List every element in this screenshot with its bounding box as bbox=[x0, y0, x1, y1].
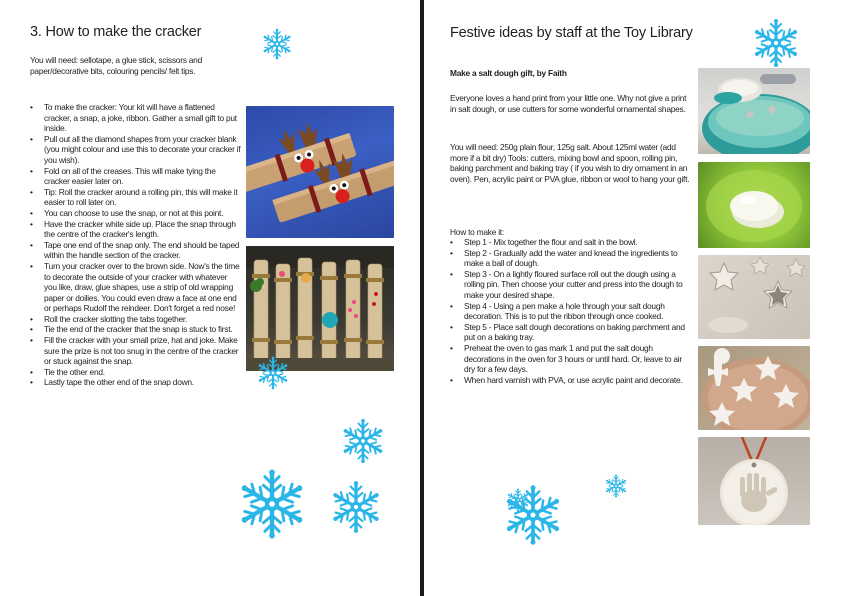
list-item: • Step 1 - Mix together the flour and salt in the bowl. bbox=[450, 237, 638, 247]
snowflake-graphic bbox=[236, 468, 308, 540]
snowflake-icon bbox=[604, 474, 628, 498]
page-title: 3. How to make the cracker bbox=[30, 24, 202, 40]
page-title: Festive ideas by staff at the Toy Library bbox=[450, 25, 693, 41]
snowflake-graphic bbox=[502, 484, 564, 546]
snowflake-graphic bbox=[329, 480, 383, 534]
baked-ornaments-image bbox=[698, 346, 810, 430]
mixing-bowl-photo bbox=[698, 68, 810, 154]
materials-intro: You will need: sellotape, a glue stick, scissors and paper/decorative bits, colouring pencils/ felt tips. bbox=[30, 55, 202, 76]
list-item: • Roll the cracker slotting the tabs together. bbox=[30, 313, 188, 324]
left-page bbox=[0, 0, 420, 596]
list-item: • Turn your cracker over to the brown side. Now's the time to decorate the outside of your cracker with whatever you like, draw, glue shapes, use a strip of old wrapping paper or doilies. You could even draw a face at one end or perhaps Rudolf the reindeer. Don't forget a red nose! bbox=[30, 260, 240, 314]
snowflake-icon bbox=[751, 18, 801, 68]
snowflake-graphic bbox=[256, 356, 290, 390]
list-item: • Fold on all of the creases. This will make tying the cracker easier later on. bbox=[30, 165, 216, 187]
salt-dough-steps-list bbox=[450, 237, 692, 385]
star-cutouts-image bbox=[698, 255, 810, 339]
baked-ornaments-photo bbox=[698, 346, 810, 430]
list-item: • When hard varnish with PVA, or use acrylic paint and decorate. bbox=[450, 374, 683, 385]
list-item: • Step 4 - Using a pen make a hole through your salt dough decoration. This is to put the ribbon through once cooked. bbox=[450, 300, 665, 322]
snowflake-icon bbox=[329, 480, 383, 534]
snowflake-icon bbox=[256, 356, 290, 390]
list-item: • Tie the end of the cracker that the snap is stuck to first. bbox=[30, 324, 233, 335]
snowflake-icon bbox=[261, 28, 293, 60]
handprint-ornament-photo bbox=[698, 437, 810, 525]
mixing-bowl-image bbox=[698, 68, 810, 154]
snowflake-icon bbox=[502, 484, 564, 546]
snowflake-graphic bbox=[261, 28, 293, 60]
dough-ball-image bbox=[698, 162, 810, 248]
recipe-heading: Make a salt dough gift, by Faith bbox=[450, 68, 567, 78]
list-item: • Step 2 - Gradually add the water and knead the ingredients to make a ball of dough. bbox=[450, 247, 678, 269]
list-item: • Pull out all the diamond shapes from your cracker blank (you might colour and use this to decorate your cracker if you wish). bbox=[30, 133, 241, 165]
snowflake-icon bbox=[236, 468, 308, 540]
reindeer-cracker-photo bbox=[246, 106, 394, 238]
how-to-label: How to make it: bbox=[450, 227, 504, 237]
list-item: • Tape one end of the snap only. The end should be taped within the handle section of the cracker. bbox=[30, 239, 240, 261]
snowflake-graphic bbox=[751, 18, 801, 68]
list-item: • Tie the other end. bbox=[30, 366, 105, 377]
right-page bbox=[424, 0, 842, 596]
decorated-crackers-image bbox=[246, 246, 394, 371]
list-item: • Step 5 - Place salt dough decorations on baking parchment and put on a baking tray. bbox=[450, 321, 685, 343]
reindeer-cracker-image bbox=[246, 106, 394, 238]
list-item: • Tip: Roll the cracker around a rolling pin, this will make it easier to roll later on. bbox=[30, 186, 238, 208]
cracker-steps-list bbox=[30, 102, 242, 388]
snowflake-icon bbox=[340, 418, 386, 464]
recipe-intro: Everyone loves a hand print from your little one. Why not give a print in salt dough, or use cutters for some wonderful ornamental shapes. bbox=[450, 93, 687, 114]
list-item: • Lastly tape the other end of the snap down. bbox=[30, 377, 194, 388]
decorated-crackers-photo bbox=[246, 246, 394, 371]
snowflake-graphic bbox=[604, 474, 628, 498]
star-cutouts-photo bbox=[698, 255, 810, 339]
snowflake-graphic bbox=[340, 418, 386, 464]
dough-ball-photo bbox=[698, 162, 810, 248]
list-item: • You can choose to use the snap, or not at this point. bbox=[30, 207, 224, 218]
handprint-ornament-image bbox=[698, 437, 810, 525]
list-item: • To make the cracker: Your kit will have a flattened cracker, a snap, a joke, ribbon. Gather a small gift to put inside. bbox=[30, 102, 237, 134]
list-item: • Have the cracker white side up. Place the snap through the centre of the cracker's length. bbox=[30, 218, 236, 240]
list-item: • Step 3 - On a lightly floured surface roll out the dough using a rolling pin. Then choose your cutter and press into the dough to make your desired shape. bbox=[450, 268, 683, 300]
list-item: • Preheat the oven to gas mark 1 and put the salt dough decorations in the oven for 3 hours or until hard. Or, leave to air dry for a few days. bbox=[450, 342, 682, 375]
ingredients-text: You will need: 250g plain flour, 125g salt. About 125ml water (add more if a bit dry) Tools: cutters, mixing bowl and spoon, rolling pin, baking parchment and baking tray ( if you wish to dry ornament in an oven). Pen, acrylic paint or PVA glue, ribbon or wool to hang your gift. bbox=[450, 142, 690, 184]
list-item: • Fill the cracker with your small prize, hat and joke. Make sure the prize is not too snug in the centre of the cracker or stuck against the snap. bbox=[30, 335, 239, 367]
